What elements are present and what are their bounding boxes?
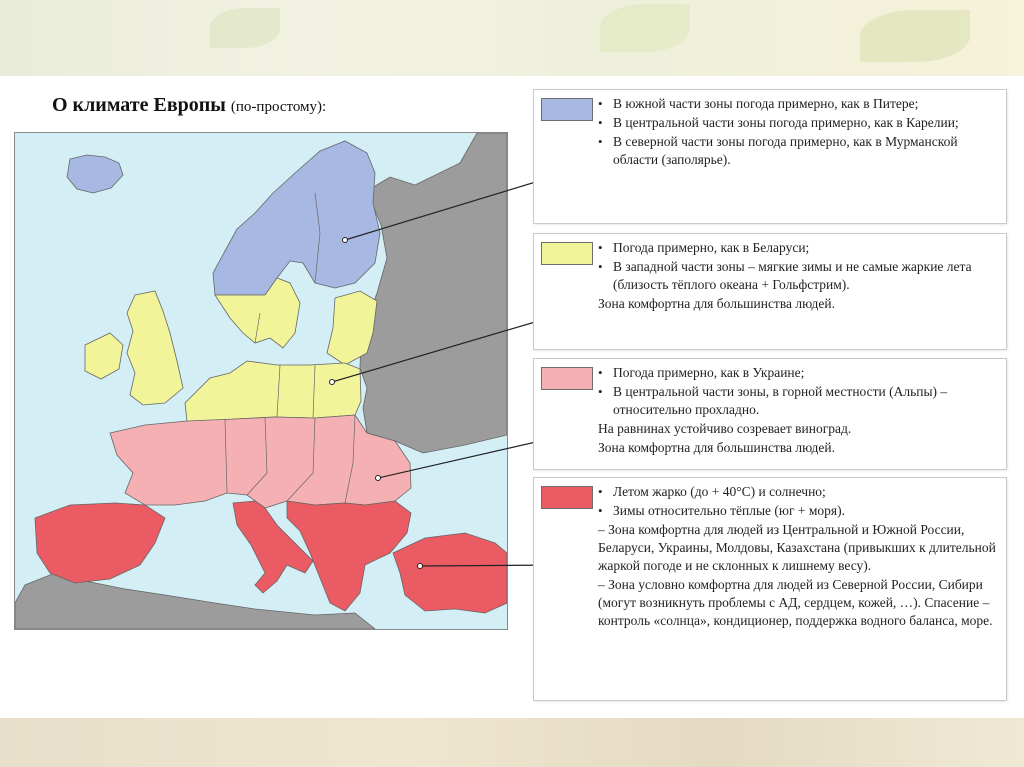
legend-text: – Зона условно комфортна для людей из Северной России, Сибири (могут возникнуть проблемы с АД, сердцем, кожей, …). Спасение – контроль «солнца», кондиционер, поддержка водного баланса, море. [598, 577, 993, 628]
leaf-decoration [210, 8, 280, 48]
legend-list-warm [598, 364, 996, 458]
legend-bullet: • В южной части зоны погода примерно, как в Питере; [598, 96, 919, 111]
pointer-dot-hot [418, 564, 423, 569]
legend-bullet: • В западной части зоны – мягкие зимы и не самые жаркие лета (близость тёплого океана + Гольфстрим). [598, 259, 972, 292]
legend-swatch-cold [541, 98, 593, 121]
pointer-dot-warm [376, 476, 381, 481]
legend-text: В западной части зоны – мягкие зимы и не самые жаркие лета (близость тёплого океана + Гольфстрим). [613, 259, 972, 292]
leaf-decoration [860, 10, 970, 62]
legend-text: Зимы относительно тёплые (юг + моря). [613, 503, 846, 518]
decorative-footer-strip [0, 718, 1024, 767]
legend-list-hot [598, 483, 996, 631]
legend-bullet: • Погода примерно, как в Украине; [598, 365, 805, 380]
legend-text: Погода примерно, как в Беларуси; [613, 240, 810, 255]
legend-bullet: • В северной части зоны погода примерно, как в Мурманской области (заполярье). [598, 134, 958, 167]
legend-note [598, 521, 996, 575]
legend-list-cold [598, 95, 996, 170]
legend-bullet: • В центральной части зоны погода примерно, как в Карелии; [598, 115, 959, 130]
slide [0, 76, 1024, 718]
legend-swatch-temperate [541, 242, 593, 265]
legend-text: Зона комфортна для большинства людей. [598, 440, 835, 455]
pointer-dot-cold [343, 238, 348, 243]
slide-title-main: О климате Европы [52, 94, 226, 116]
legend-text: – Зона комфортна для людей из Центральной и Южной России, Беларуси, Украины, Молдовы, Казахстана (привыкших к длительной жаркой погоде и не склонных к лишнему весу). [598, 522, 996, 573]
legend-panel-cold [534, 90, 1006, 223]
legend-text: В северной части зоны погода примерно, как в Мурманской области (заполярье). [613, 134, 958, 167]
legend-list-temperate [598, 239, 996, 314]
legend-text: В центральной части зоны, в горной местности (Альпы) – относительно прохладно. [613, 384, 948, 417]
decorative-header-strip [0, 0, 1024, 76]
legend-note [598, 295, 996, 313]
legend-panel-hot [534, 478, 1006, 700]
legend-bullet: • В центральной части зоны, в горной местности (Альпы) – относительно прохладно. [598, 384, 948, 417]
legend-note [598, 439, 996, 457]
legend-panel-temperate [534, 234, 1006, 349]
legend-swatch-hot [541, 486, 593, 509]
pointer-dot-temperate [330, 380, 335, 385]
legend-swatch-warm [541, 367, 593, 390]
legend-bullet: • Летом жарко (до + 40°C) и солнечно; [598, 484, 826, 499]
slide-title-sub: (по-простому): [230, 99, 327, 115]
legend-bullet: • Зимы относительно тёплые (юг + моря). [598, 503, 846, 518]
legend-text: В центральной части зоны погода примерно, как в Карелии; [613, 115, 959, 130]
legend-text: В южной части зоны погода примерно, как в Питере; [613, 96, 919, 111]
legend-note [598, 420, 996, 438]
legend-text: На равнинах устойчиво созревает виноград. [598, 421, 852, 436]
legend-panel-warm [534, 359, 1006, 469]
legend-text: Летом жарко (до + 40°C) и солнечно; [613, 484, 826, 499]
pointer-cold [345, 174, 562, 240]
legend-note [598, 576, 996, 630]
legend-text: Погода примерно, как в Украине; [613, 365, 805, 380]
pointer-temperate [332, 314, 562, 382]
leaf-decoration [600, 4, 690, 52]
legend-bullet: • Погода примерно, как в Беларуси; [598, 240, 810, 255]
legend-text: Зона комфортна для большинства людей. [598, 296, 835, 311]
